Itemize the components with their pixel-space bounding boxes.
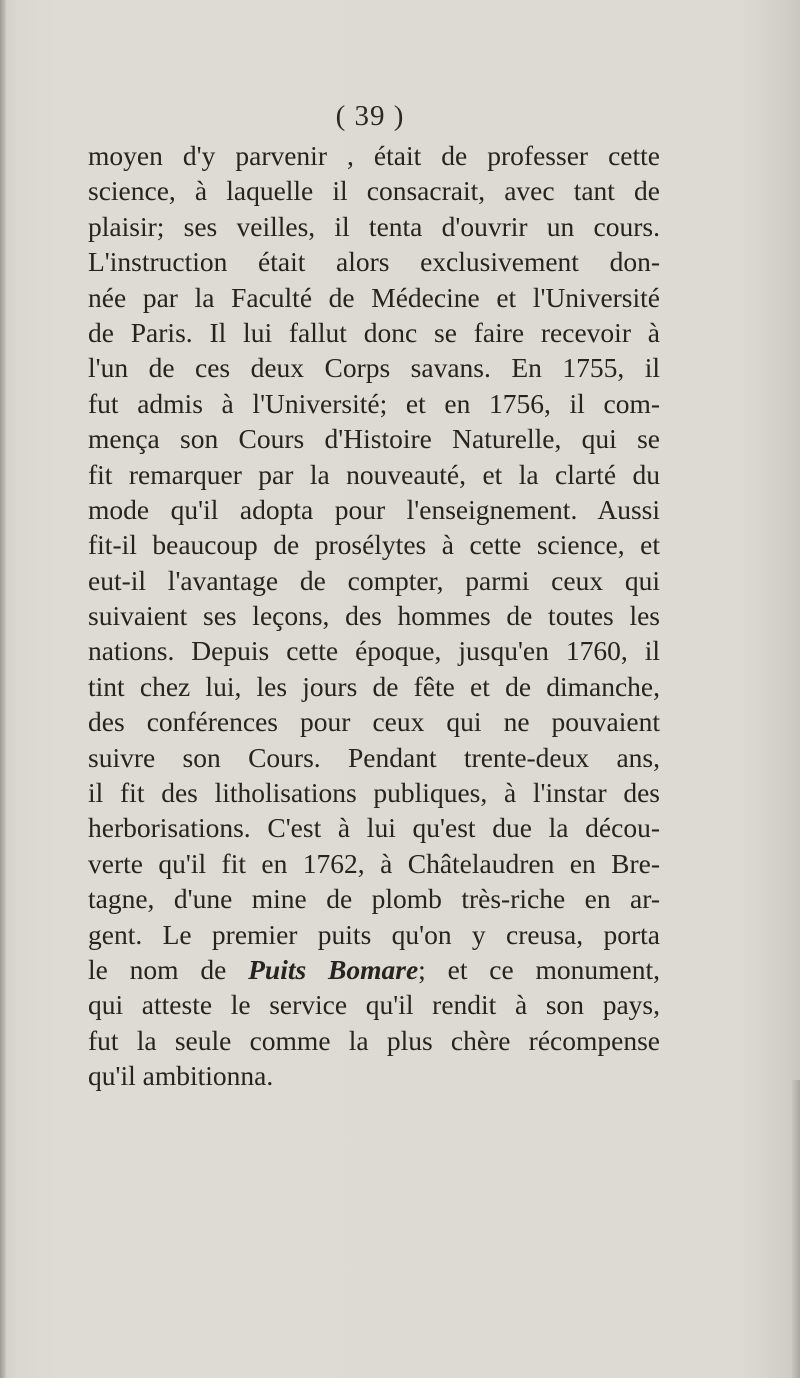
text-line: fit remarquer par la nouveauté, et la clarté du bbox=[88, 458, 660, 490]
text-line: fut la seule comme la plus chère récompense bbox=[88, 1024, 660, 1056]
page-number: ( 39 ) bbox=[335, 100, 405, 132]
text-line: verte qu'il fit en 1762, à Châtelaudren en Bre- bbox=[88, 847, 660, 879]
text-line: l'un de ces deux Corps savans. En 1755, il bbox=[88, 352, 660, 384]
text-line: herborisations. C'est à lui qu'est due la décou- bbox=[88, 812, 660, 844]
text-line: gent. Le premier puits qu'on y creusa, porta bbox=[88, 918, 660, 950]
text-line: mença son Cours d'Histoire Naturelle, qui se bbox=[88, 423, 660, 455]
text-line: tagne, d'une mine de plomb très-riche en ar- bbox=[88, 883, 660, 915]
text-line: mode qu'il adopta pour l'enseignement. Aussi bbox=[88, 493, 660, 525]
text-line: qu'il ambitionna. bbox=[88, 1060, 274, 1092]
text-line: L'instruction était alors exclusivement don- bbox=[88, 246, 660, 278]
text-line: de Paris. Il lui fallut donc se faire recevoir à bbox=[88, 316, 660, 348]
body-text bbox=[88, 138, 660, 1094]
text-line: plaisir; ses veilles, il tenta d'ouvrir un cours. bbox=[88, 210, 660, 242]
page-gutter-shadow bbox=[0, 0, 6, 1378]
text-line: eut-il l'avantage de compter, parmi ceux qui bbox=[88, 564, 660, 596]
text-line: science, à laquelle il consacrait, avec tant de bbox=[88, 175, 660, 207]
text-run: le nom de bbox=[88, 953, 249, 985]
text-line: tint chez lui, les jours de fête et de dimanche, bbox=[88, 670, 660, 702]
text-line: fut admis à l'Université; et en 1756, il com- bbox=[88, 387, 660, 419]
text-line: fit-il beaucoup de prosélytes à cette science, et bbox=[88, 529, 660, 561]
italic-name: Puits Bomare bbox=[248, 953, 419, 985]
page-edge-shadow bbox=[792, 1080, 800, 1378]
text-line: il fit des litholisations publiques, à l'instar des bbox=[88, 777, 660, 809]
text-line: moyen d'y parvenir , était de professer cette bbox=[88, 140, 660, 171]
text-line: nations. Depuis cette époque, jusqu'en 1760, il bbox=[88, 635, 660, 667]
text-line-italic bbox=[88, 952, 660, 987]
text-line: née par la Faculté de Médecine et l'Université bbox=[88, 281, 660, 313]
text-line: suivre son Cours. Pendant trente-deux ans, bbox=[88, 741, 660, 773]
text-line: des conférences pour ceux qui ne pouvaient bbox=[88, 706, 660, 738]
text-line: suivaient ses leçons, des hommes de toutes les bbox=[88, 600, 660, 632]
text-run: ; et ce monument, bbox=[418, 953, 660, 985]
text-line: qui atteste le service qu'il rendit à son pays, bbox=[88, 989, 660, 1021]
